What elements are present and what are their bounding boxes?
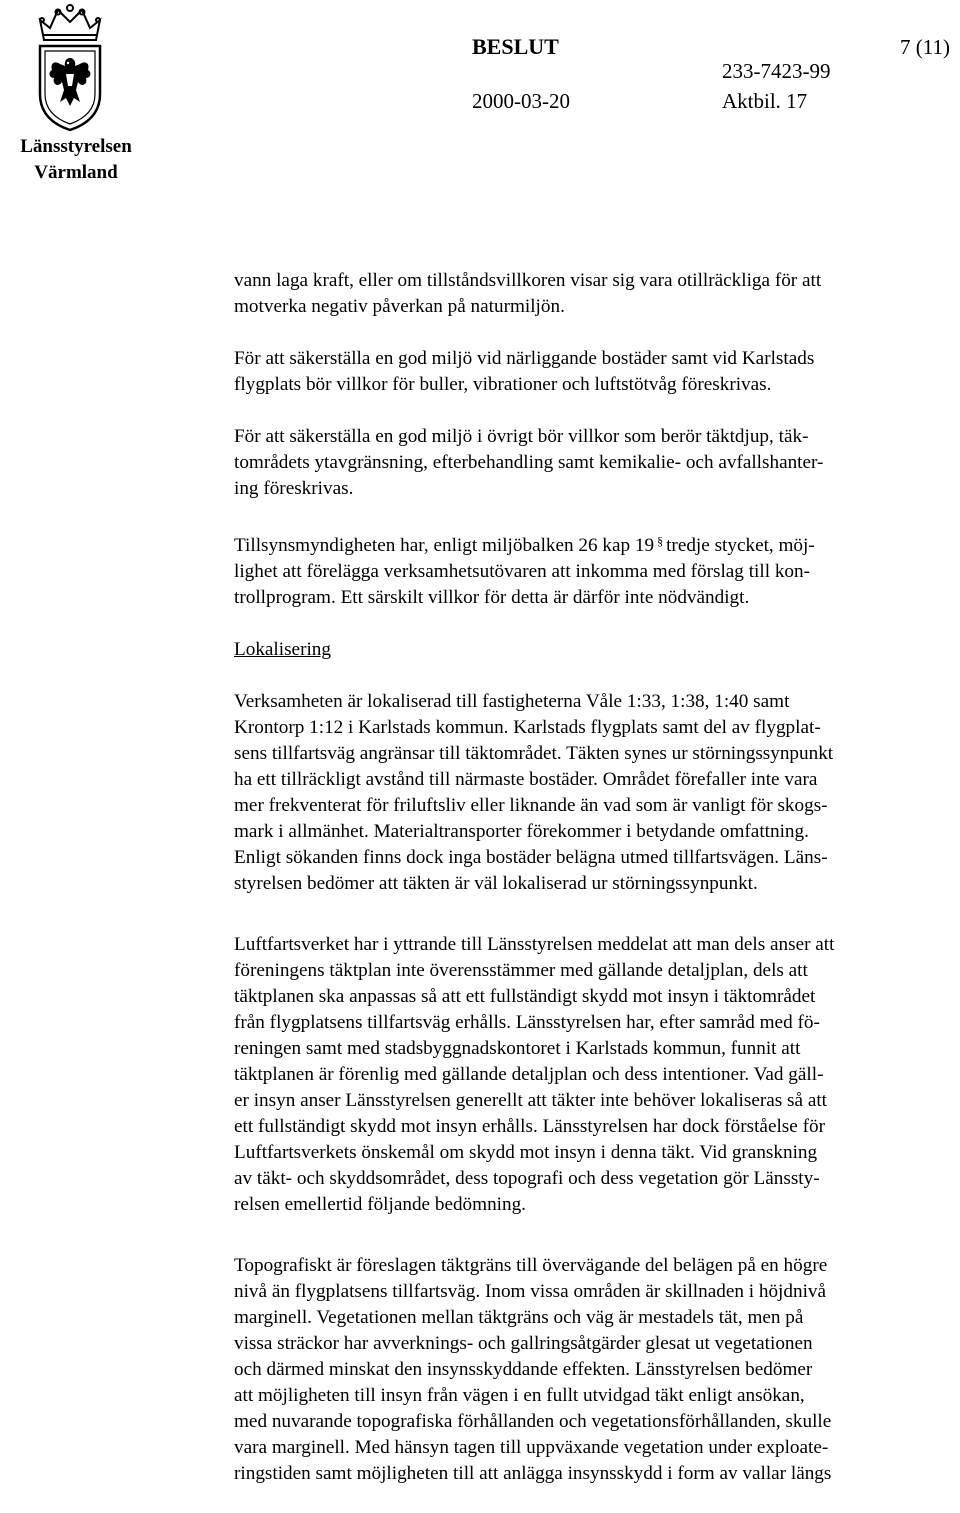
- text-line: styrelsen bedömer att täkten är väl lokaliserad ur störningssynpunkt.: [234, 873, 758, 894]
- organization-line-1: Länsstyrelsen: [20, 136, 132, 157]
- text-line: flygplats bör villkor för buller, vibrationer och luftstötvåg föreskrivas.: [234, 374, 772, 395]
- paragraph-continuation: [234, 268, 956, 320]
- text-line: vara marginell. Med hänsyn tagen till uppväxande vegetation under exploate-: [234, 1437, 829, 1458]
- document-body: [234, 268, 956, 1513]
- paragraph-aviation: [234, 932, 956, 1218]
- text-line: vissa sträckor har avverknings- och gallringsåtgärder glesat ut vegetationen: [234, 1333, 813, 1354]
- organization-line-2: Värmland: [34, 162, 118, 183]
- attachment-label: Aktbil. 17: [722, 89, 808, 113]
- text-line: att möjligheten till insyn från vägen i en fullt utvidgad täkt enligt ansökan,: [234, 1385, 805, 1406]
- text-segment: Tillsynsmyndigheten har, enligt miljöbalken 26 kap 19: [234, 535, 655, 556]
- text-line: trollprogram. Ett särskilt villkor för detta är därför inte nödvändigt.: [234, 587, 750, 608]
- coat-of-arms-icon: [30, 2, 110, 132]
- paragraph-supervision: [234, 528, 956, 611]
- text-line: [234, 528, 956, 559]
- paragraph-location: [234, 689, 956, 897]
- text-line: Krontorp 1:12 i Karlstads kommun. Karlstads flygplats samt del av flygplat-: [234, 717, 821, 738]
- text-line: med nuvarande topografiska förhållanden och vegetationsförhållanden, skulle: [234, 1411, 832, 1432]
- text-line: lighet att förelägga verksamhetsutövaren att inkomma med förslag till kon-: [234, 561, 810, 582]
- organization-name: [6, 134, 146, 186]
- text-line: relsen emellertid följande bedömning.: [234, 1194, 526, 1215]
- text-segment: tredje stycket, möj-: [666, 535, 815, 556]
- text-line: föreningens täktplan inte överensstämmer med gällande detaljplan, dels att: [234, 960, 808, 981]
- paragraph-noise: [234, 346, 956, 398]
- text-line: vann laga kraft, eller om tillståndsvillkoren visar sig vara otillräckliga för att: [234, 270, 822, 291]
- text-line: nivå än flygplatsens tillfartsväg. Inom vissa områden är skillnaden i höjdnivå: [234, 1281, 827, 1302]
- text-line: av täkt- och skyddsområdet, dess topografi och dess vegetation gör Länssty-: [234, 1168, 820, 1189]
- text-line: mer frekventerat för friluftsliv eller liknande än vad som är vanligt för skogs-: [234, 795, 828, 816]
- section-sign: §: [657, 534, 664, 548]
- text-line: från flygplatsens tillfartsväg erhålls. Länsstyrelsen har, efter samråd med fö-: [234, 1012, 820, 1033]
- text-line: För att säkerställa en god miljö vid närliggande bostäder samt vid Karlstads: [234, 348, 815, 369]
- text-line: och därmed minskat den insynsskyddande effekten. Länsstyrelsen bedömer: [234, 1359, 813, 1380]
- document-date: 2000-03-20: [472, 89, 570, 113]
- text-line: Enligt sökanden finns dock inga bostäder belägna utmed tillfartsvägen. Läns-: [234, 847, 828, 868]
- text-line: ett fullständigt skydd mot insyn erhålls. Länsstyrelsen har dock förståelse för: [234, 1116, 825, 1137]
- text-line: reningen samt med stadsbyggnadskontoret i Karlstads kommun, funnit att: [234, 1038, 801, 1059]
- paragraph-topography: [234, 1253, 956, 1487]
- text-line: mark i allmänhet. Materialtransporter förekommer i betydande omfattning.: [234, 821, 809, 842]
- case-number: 233-7423-99: [722, 59, 831, 83]
- text-line: täktplanen är förenlig med gällande detaljplan och dess intentioner. Vad gäll-: [234, 1064, 824, 1085]
- page-number: 7 (11): [900, 35, 950, 59]
- text-line: ringstiden samt möjligheten till att anlägga insynsskydd i form av vallar längs: [234, 1463, 832, 1484]
- text-line: ing föreskrivas.: [234, 478, 354, 499]
- text-line: Luftfartsverkets önskemål om skydd mot insyn i denna täkt. Vid granskning: [234, 1142, 818, 1163]
- paragraph-environment: [234, 424, 956, 502]
- text-line: marginell. Vegetationen mellan täktgräns och väg är mestadels tät, men på: [234, 1307, 804, 1328]
- text-line: För att säkerställa en god miljö i övrigt bör villkor som berör täktdjup, täk-: [234, 426, 809, 447]
- section-heading: Lokalisering: [234, 639, 331, 660]
- text-line: motverka negativ påverkan på naturmiljön.: [234, 296, 565, 317]
- text-line: tområdets ytavgränsning, efterbehandling samt kemikalie- och avfallshanter-: [234, 452, 824, 473]
- document-type: BESLUT: [472, 34, 559, 59]
- text-line: er insyn anser Länsstyrelsen generellt att täkter inte behöver lokaliseras så att: [234, 1090, 827, 1111]
- text-line: Luftfartsverket har i yttrande till Länsstyrelsen meddelat att man dels anser att: [234, 934, 835, 955]
- text-line: ha ett tillräckligt avstånd till närmaste bostäder. Området förefaller inte vara: [234, 769, 818, 790]
- text-line: täktplanen ska anpassas så att ett fullständigt skydd mot insyn i täktområdet: [234, 986, 816, 1007]
- text-line: sens tillfartsväg angränsar till täktområdet. Täkten synes ur störningssynpunkt: [234, 743, 834, 764]
- text-line: Topografiskt är föreslagen täktgräns till övervägande del belägen på en högre: [234, 1255, 828, 1276]
- text-line: Verksamheten är lokaliserad till fastigheterna Våle 1:33, 1:38, 1:40 samt: [234, 691, 790, 712]
